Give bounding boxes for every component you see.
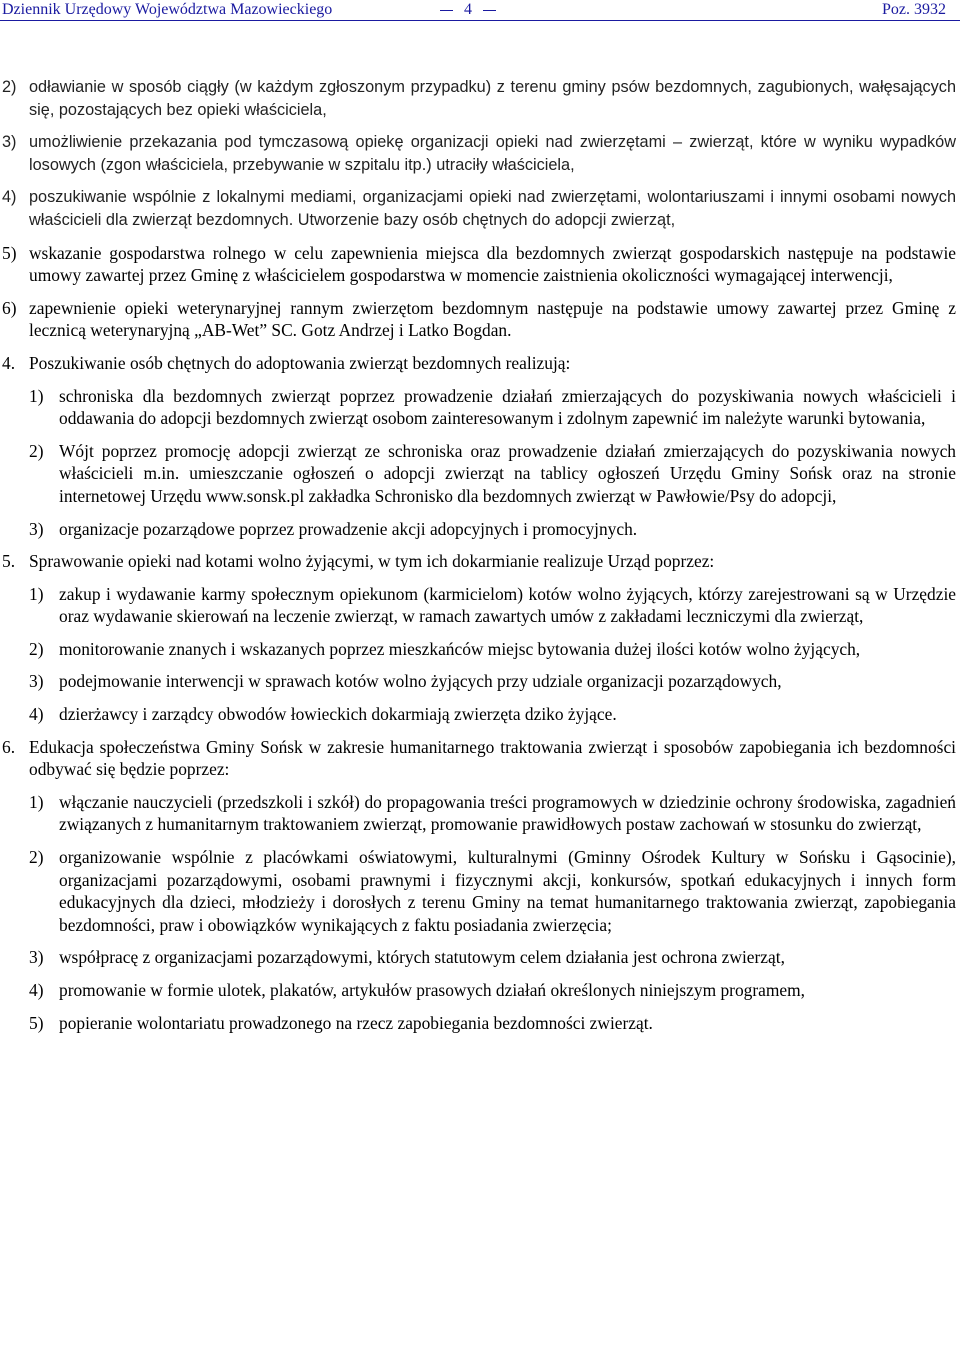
list-item-text: Wójt poprzez promocję adopcji zwierząt ze schroniska oraz prowadzenie działań zmierzających do pozyskiwania nowych właścicieli m.in. umieszczanie ogłoszeń o adopcji zwierząt na tablicy ogłoszeń Urzędu Gminy Sońsk oraz na stronie internetowej Urzędu www.sonsk.pl zakładka Schronisko dla bezdomnych zwierząt w Pawłowie/Psy do adopcji, bbox=[59, 440, 956, 506]
list-item bbox=[2, 385, 956, 430]
journal-title: Dziennik Urzędowy Województwa Mazowieckiego bbox=[2, 1, 333, 18]
list-item bbox=[2, 946, 956, 969]
list-item-number: 3) bbox=[29, 518, 44, 539]
list-item-number: 1) bbox=[29, 583, 44, 604]
list-item-text: umożliwienie przekazania pod tymczasową opiekę organizacji opieki nad zwierzętami – zwierząt, które w wyniku wypadków losowych (zgon właściciela, przebywanie w szpitalu itp.) utraciły właściciela, bbox=[29, 133, 956, 174]
list-item-text: monitorowanie znanych i wskazanych poprzez mieszkańców miejsc bytowania dużej ilości kotów wolno żyjących, bbox=[59, 638, 861, 659]
section-text: Sprawowanie opieki nad kotami wolno żyjącymi, w tym ich dokarmianie realizuje Urząd poprzez: bbox=[29, 551, 715, 572]
page-number-value: 4 bbox=[464, 1, 472, 18]
section-number: 5. bbox=[2, 551, 16, 572]
list-item-number: 2) bbox=[29, 440, 44, 461]
list-item bbox=[2, 440, 956, 508]
list-item-text: promowanie w formie ulotek, plakatów, artykułów prasowych działań określonych niniejszym programem, bbox=[59, 980, 805, 1000]
list-item-number: 6) bbox=[2, 297, 17, 318]
dash-left bbox=[440, 10, 453, 11]
list-item-text: organizacje pozarządowe poprzez prowadzenie akcji adopcyjnych i promocyjnych. bbox=[59, 518, 638, 539]
list-item-text: organizowanie wspólnie z placówkami oświatowymi, kulturalnymi (Gminny Ośrodek Kultury w Sońsku i Gąsocinie), organizacjami pozarządowymi, osobami prawnymi i fizycznymi akcji, konkursów, spotkań edukacyjnych i innych form edukacyjnych dla dzieci, młodzieży i dorosłych z terenu Gminy na temat humanitarnego traktowania zwierząt, zapobiegania bezdomności, praw i obowiązków wynikających z faktu posiadania zwierzęcia; bbox=[59, 847, 956, 935]
list-item bbox=[2, 846, 956, 936]
list-item-number: 2) bbox=[29, 847, 44, 868]
list-item bbox=[2, 670, 956, 693]
list-item-number: 2) bbox=[2, 78, 17, 96]
list-item-number: 4) bbox=[29, 704, 44, 725]
list-item bbox=[2, 518, 956, 541]
list-item-number: 2) bbox=[29, 638, 44, 659]
list-item-number: 1) bbox=[29, 791, 44, 812]
list-item-text: podejmowanie interwencji w sprawach kotów wolno żyjących przy udziale organizacji pozarządowych, bbox=[59, 671, 782, 692]
list-item bbox=[2, 242, 956, 287]
list-item-number: 5) bbox=[29, 1012, 44, 1033]
list-item-text: poszukiwanie wspólnie z lokalnymi mediami, organizacjami opieki nad zwierzętami, wolontariuszami i innymi osobami nowych właścicieli dla zwierząt bezdomnych. Utworzenie bazy osób chętnych do adopcji zwierząt, bbox=[29, 188, 956, 229]
section-number: 4. bbox=[2, 352, 16, 373]
list-item-text: popieranie wolontariatu prowadzonego na rzecz zapobiegania bezdomności zwierząt. bbox=[59, 1012, 653, 1033]
list-item bbox=[2, 76, 956, 121]
list-item bbox=[2, 131, 956, 176]
document-body bbox=[2, 76, 956, 1044]
section-text: Edukacja społeczeństwa Gminy Sońsk w zakresie humanitarnego traktowania zwierząt i sposobów zapobiegania ich bezdomności odbywać się będzie poprzez: bbox=[29, 736, 956, 780]
list-item-number: 5) bbox=[2, 242, 17, 263]
list-item-number: 3) bbox=[2, 133, 17, 152]
list-item-number: 4) bbox=[29, 980, 44, 1000]
position-label: Poz. 3932 bbox=[882, 1, 946, 18]
header-rule bbox=[0, 20, 960, 21]
list-item bbox=[2, 186, 956, 231]
list-item-text: zakup i wydawanie karmy społecznym opiekunom (karmicielom) kotów wolno żyjących, którzy zarejestrowani są w Urzędzie oraz wydawanie skierowań na leczenie zwierząt, w ramach zawartych umów z zakładami leczniczymi dla zwierząt, bbox=[59, 583, 956, 627]
page-header bbox=[0, 0, 960, 22]
section-heading bbox=[2, 352, 956, 375]
list-item bbox=[2, 297, 956, 342]
dash-right bbox=[483, 10, 496, 11]
list-item-text: współpracę z organizacjami pozarządowymi, których statutowym celem działania jest ochrona zwierząt, bbox=[59, 947, 785, 968]
list-item-number: 4) bbox=[2, 188, 17, 207]
list-item-number: 1) bbox=[29, 385, 44, 406]
list-item bbox=[2, 583, 956, 628]
list-item bbox=[2, 703, 956, 726]
section-text: Poszukiwanie osób chętnych do adoptowania zwierząt bezdomnych realizują: bbox=[29, 352, 571, 373]
section-number: 6. bbox=[2, 736, 16, 757]
list-item-text: zapewnienie opieki weterynaryjnej rannym zwierzętom bezdomnym następuje na podstawie umowy zawartej przez Gminę z lecznicą weterynaryjną „AB-Wet” SC. Gotz Andrzej i Latko Bogdan. bbox=[29, 297, 956, 341]
page-number bbox=[440, 0, 496, 20]
list-item-text: dzierżawcy i zarządcy obwodów łowieckich dokarmiają zwierzęta dziko żyjące. bbox=[59, 704, 617, 725]
list-item bbox=[2, 791, 956, 836]
list-item-text: odławianie w sposób ciągły (w każdym zgłoszonym przypadku) z terenu gminy psów bezdomnych, zagubionych, wałęsających się, pozostających bez opieki właściciela, bbox=[29, 78, 956, 119]
list-item bbox=[2, 638, 956, 661]
list-item bbox=[2, 1012, 956, 1035]
list-item-number: 3) bbox=[29, 947, 44, 968]
list-item bbox=[2, 979, 956, 1002]
section-heading bbox=[2, 736, 956, 781]
list-item-text: schroniska dla bezdomnych zwierząt poprzez prowadzenie działań zmierzających do pozyskiwania nowych właścicieli i oddawania do adopcji bezdomnych zwierząt osobom zainteresowanym i zdolnym zapewnić im należyte warunki bytowania, bbox=[59, 385, 956, 429]
list-item-text: włączanie nauczycieli (przedszkoli i szkół) do propagowania treści programowych w dziedzinie ochrony środowiska, zagadnień związanych z humanitarnym traktowaniem zwierząt, promowanie prawidłowych postaw zachowań w stosunku do zwierząt, bbox=[59, 791, 956, 835]
list-item-text: wskazanie gospodarstwa rolnego w celu zapewnienia miejsca dla bezdomnych zwierząt gospodarskich następuje na podstawie umowy zawartej przez Gminę z właścicielem gospodarstwa w momencie zaistnienia okoliczności wymagającej interwencji, bbox=[29, 242, 956, 286]
section-heading bbox=[2, 550, 956, 573]
list-item-number: 3) bbox=[29, 671, 44, 692]
